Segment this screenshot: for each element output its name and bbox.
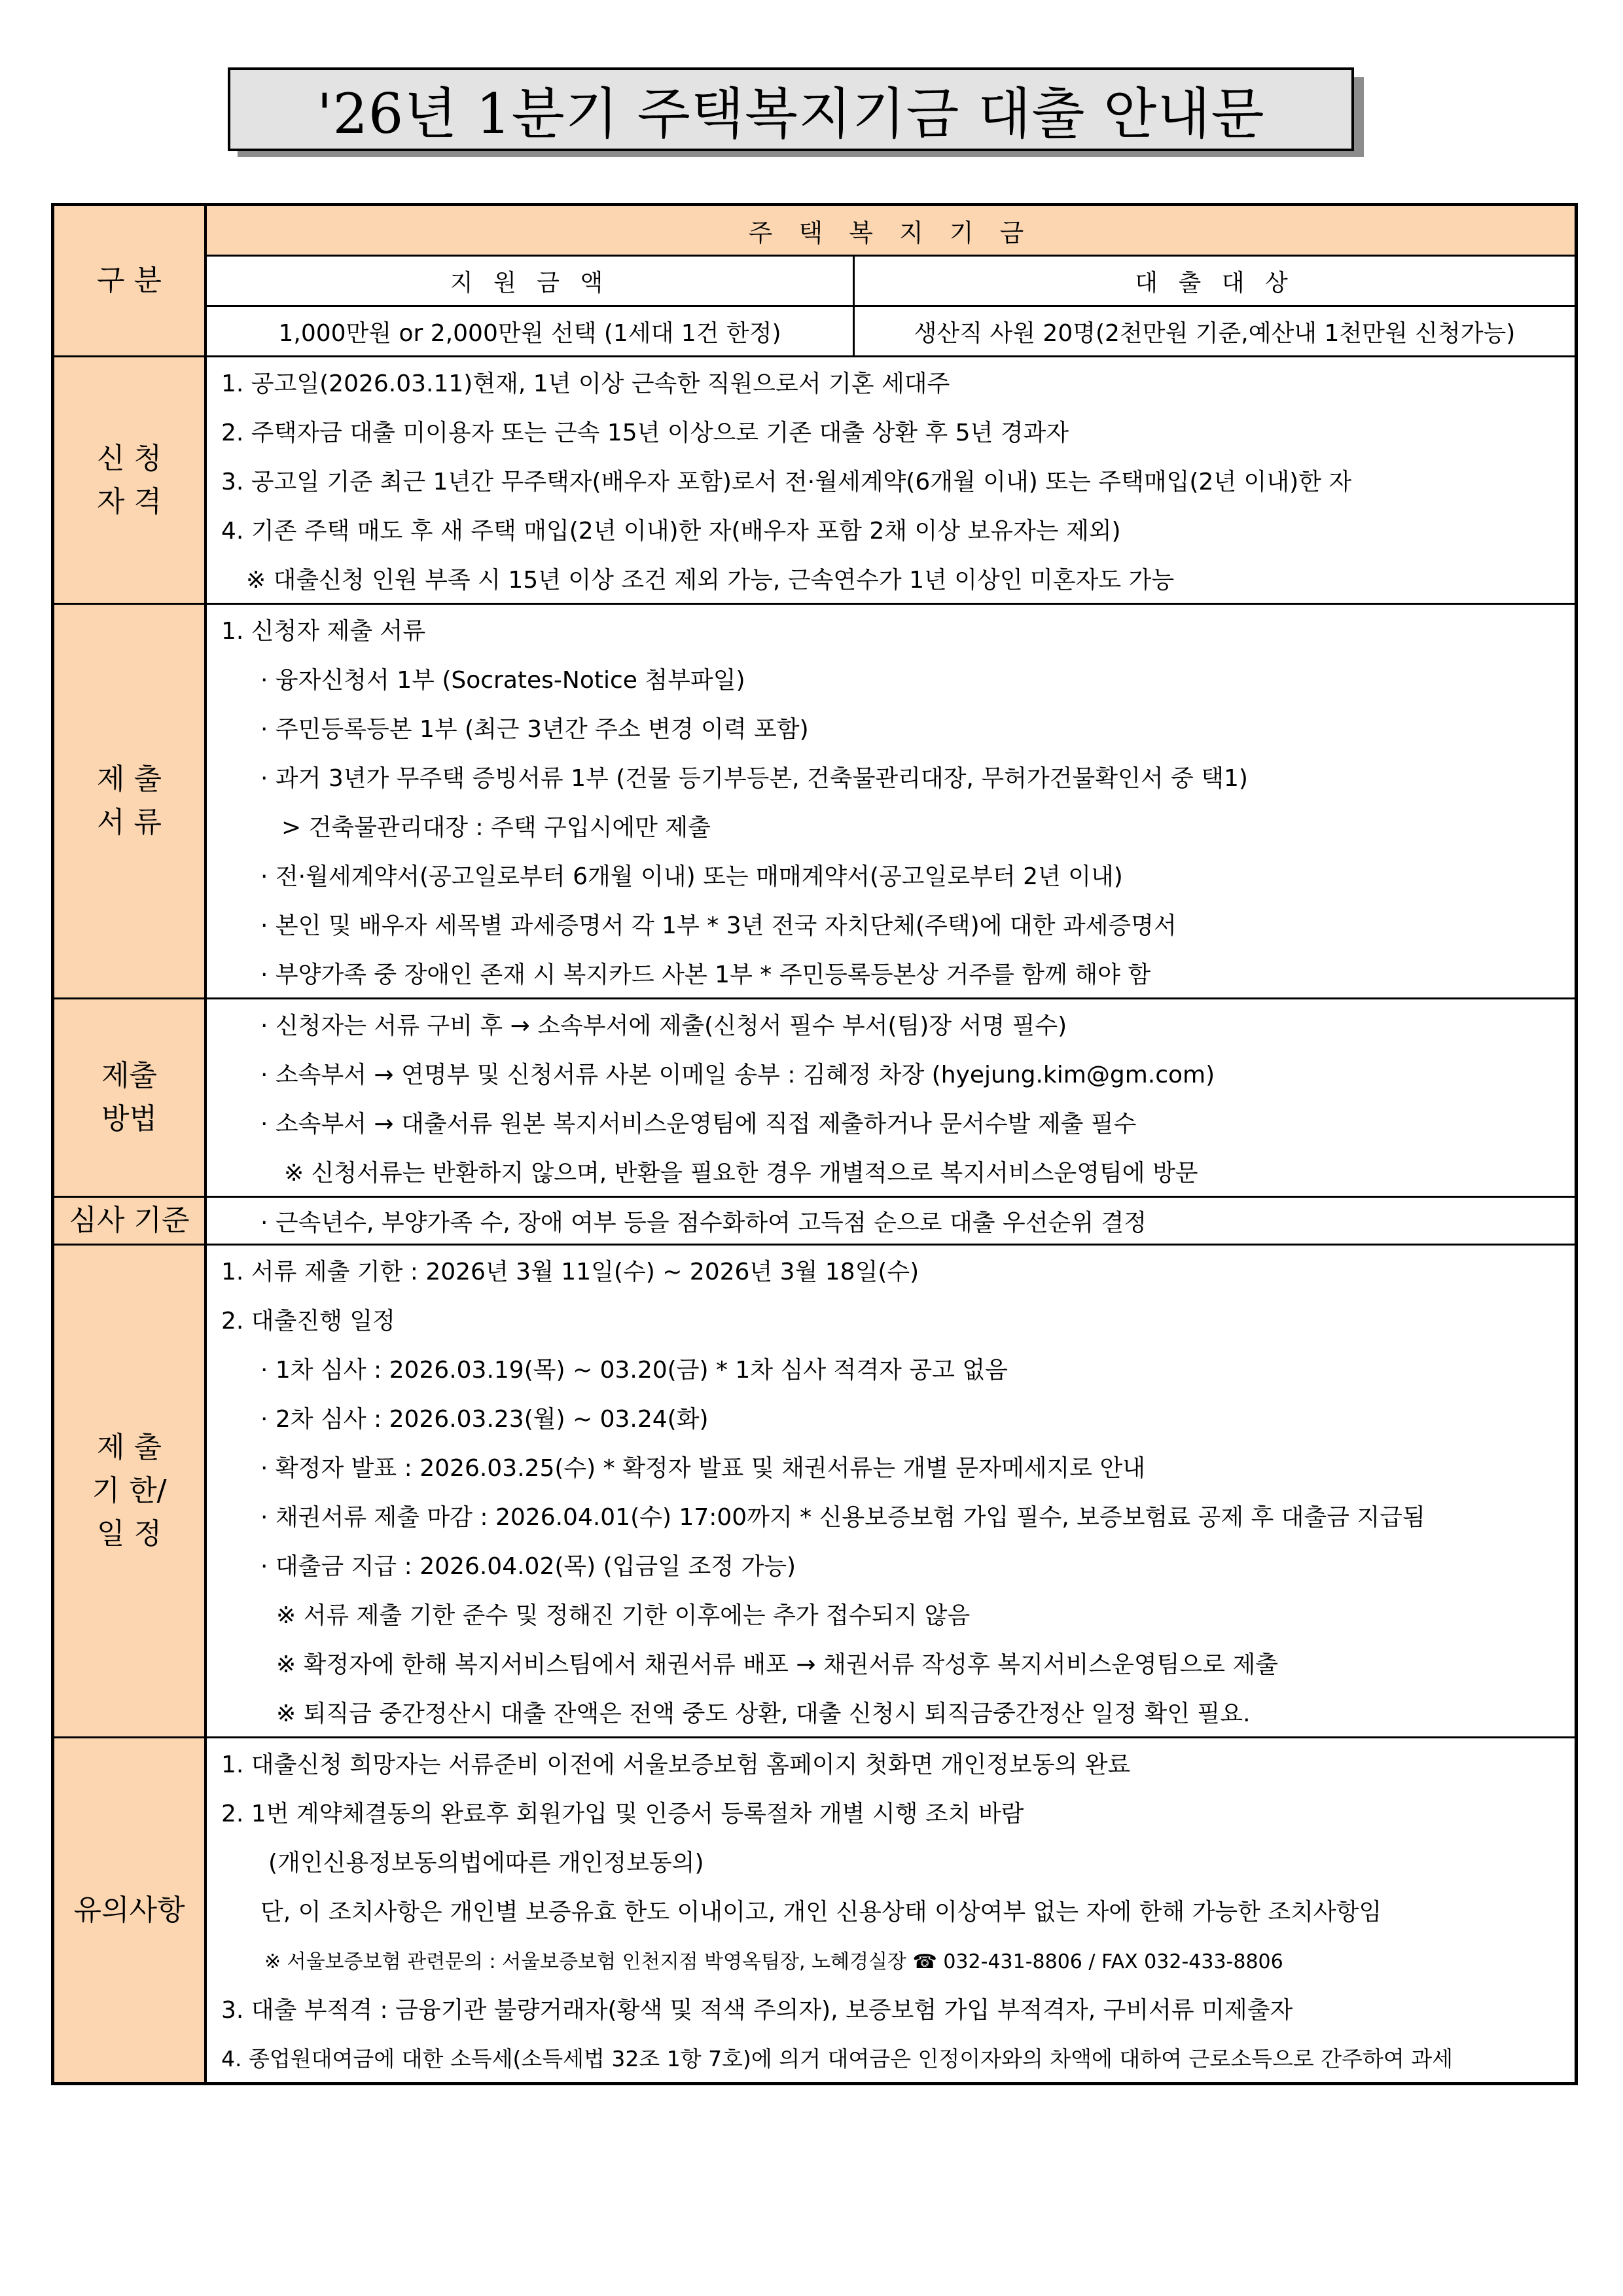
notes-line: (개인신용정보동의법에따른 개인정보동의) [268, 1850, 704, 1876]
label-method: 제출 방법 [54, 999, 207, 1198]
notes-line: 4. 종업원대여금에 대한 소득세(소득세법 32조 1항 7호)에 의거 대여금은 인정이자와의 차액에 대하여 근로소득으로 간주하여 과세 [221, 2046, 1453, 2072]
eligibility-line: 4. 기존 주택 매도 후 새 주택 매입(2년 이내)한 자(배우자 포함 2채 이상 보유자는 제외) [221, 518, 1121, 545]
method-line: · 소속부서 → 대출서류 원본 복지서비스운영팀에 직접 제출하거나 문서수발 제출 필수 [260, 1111, 1137, 1138]
schedule-content [207, 1246, 1575, 1738]
notes-line: 3. 대출 부적격 : 금융기관 불량거래자(황색 및 적색 주의자), 보증보험 가입 부적격자, 구비서류 미제출자 [221, 1997, 1293, 2024]
notes-line: 단, 이 조치사항은 개인별 보증유효 한도 이내이고, 개인 신용상태 이상여부 없는 자에 한해 가능한 조치사항임 [260, 1899, 1382, 1926]
label-documents: 제 출 서 류 [54, 605, 207, 999]
page-title: '26년 1분기 주택복지기금 대출 안내문 [317, 81, 1265, 146]
notes-contact: ※ 서울보증보험 관련문의 : 서울보증보험 인천지점 박영옥팀장, 노혜경실장 ☎ 032-431-8806 / FAX 032-433-8806 [264, 1950, 1283, 1973]
schedule-note: ※ 확정자에 한해 복지서비스팀에서 채권서류 배포 → 채권서류 작성후 복지서비스운영팀으로 제출 [276, 1651, 1279, 1678]
documents-line: · 전·월세계약서(공고일로부터 6개월 이내) 또는 매매계약서(공고일로부터 2년 이내) [260, 863, 1123, 890]
label-criteria: 심사 기준 [54, 1198, 207, 1246]
documents-line: · 융자신청서 1부 (Socrates-Notice 첨부파일) [260, 667, 745, 694]
documents-line: · 과거 3년가 무주택 증빙서류 1부 (건물 등기부등본, 건축물관리대장, 무허가건물확인서 중 택1) [260, 765, 1248, 792]
notes-content [207, 1738, 1575, 2082]
method-note: ※ 신청서류는 반환하지 않으며, 반환을 필요한 경우 개별적으로 복지서비스운영팀에 방문 [284, 1160, 1198, 1187]
loan-info-table [51, 203, 1578, 2085]
method-line: · 소속부서 → 연명부 및 신청서류 사본 이메일 송부 : 김혜정 차장 (hyejung.kim@gm.com) [260, 1062, 1215, 1088]
schedule-line: · 확정자 발표 : 2026.03.25(수) * 확정자 발표 및 채권서류는 개별 문자메세지로 안내 [260, 1455, 1146, 1482]
schedule-line: 1. 서류 제출 기한 : 2026년 3월 11일(수) ~ 2026년 3월 18일(수) [221, 1259, 919, 1285]
label-notes: 유의사항 [54, 1738, 207, 2082]
label-eligibility: 신 청 자 격 [54, 357, 207, 605]
method-content [207, 999, 1575, 1198]
schedule-note: ※ 퇴직금 중간정산시 대출 잔액은 전액 중도 상환, 대출 신청시 퇴직금중간정산 일정 확인 필요. [276, 1700, 1251, 1727]
target-value: 생산직 사원 20명(2천만원 기준,예산내 1천만원 신청가능) [914, 319, 1516, 347]
fund-header: 주 택 복 지 기 금 [207, 206, 1575, 257]
method-line: · 신청자는 서류 구비 후 → 소속부서에 제출(신청서 필수 부서(팀)장 서명 필수) [260, 1013, 1067, 1039]
documents-content [207, 605, 1575, 999]
eligibility-line: 3. 공고일 기준 최근 1년간 무주택자(배우자 포함)로서 전·월세계약(6개월 이내) 또는 주택매입(2년 이내)한 자 [221, 469, 1352, 495]
eligibility-note: ※ 대출신청 인원 부족 시 15년 이상 조건 제외 가능, 근속연수가 1년 이상인 미혼자도 가능 [246, 567, 1175, 594]
amount-value: 1,000만원 or 2,000만원 선택 (1세대 1건 한정) [207, 307, 855, 355]
documents-subnote: > 건축물관리대장 : 주택 구입시에만 제출 [281, 814, 711, 841]
col-target-header: 대 출 대 상 [1135, 269, 1294, 296]
label-schedule: 제 출 기 한/ 일 정 [54, 1246, 207, 1738]
title-box [228, 67, 1354, 151]
col-amount-header: 지 원 금 액 [207, 257, 855, 305]
eligibility-line: 1. 공고일(2026.03.11)현재, 1년 이상 근속한 직원으로서 기혼 세대주 [221, 370, 950, 397]
label-category: 구 분 [54, 206, 207, 357]
fund-subheader-row [207, 257, 1575, 307]
eligibility-content [207, 357, 1575, 605]
schedule-line: · 채권서류 제출 마감 : 2026.04.01(수) 17:00까지 * 신용보증보험 가입 필수, 보증보험료 공제 후 대출금 지급됨 [260, 1504, 1425, 1531]
schedule-line: · 1차 심사 : 2026.03.19(목) ~ 03.20(금) * 1차 심사 적격자 공고 없음 [260, 1357, 1008, 1384]
documents-line: 1. 신청자 제출 서류 [221, 618, 426, 645]
criteria-line: · 근속년수, 부양가족 수, 장애 여부 등을 점수화하여 고득점 순으로 대출 우선순위 결정 [260, 1209, 1147, 1236]
schedule-note: ※ 서류 제출 기한 준수 및 정해진 기한 이후에는 추가 접수되지 않음 [276, 1602, 971, 1629]
eligibility-line: 2. 주택자금 대출 미이용자 또는 근속 15년 이상으로 기존 대출 상환 후 5년 경과자 [221, 420, 1069, 446]
documents-line: · 부양가족 중 장애인 존재 시 복지카드 사본 1부 * 주민등록등본상 거주를 함께 해야 함 [260, 961, 1151, 988]
fund-value-row [207, 307, 1575, 357]
notes-line: 1. 대출신청 희망자는 서류준비 이전에 서울보증보험 홈페이지 첫화면 개인정보동의 완료 [221, 1751, 1131, 1778]
documents-line: · 본인 및 배우자 세목별 과세증명서 각 1부 * 3년 전국 자치단체(주택)에 대한 과세증명서 [260, 912, 1177, 939]
schedule-line: 2. 대출진행 일정 [221, 1308, 395, 1335]
criteria-content [207, 1198, 1575, 1246]
schedule-line: · 2차 심사 : 2026.03.23(월) ~ 03.24(화) [260, 1406, 709, 1433]
schedule-line: · 대출금 지급 : 2026.04.02(목) (입금일 조정 가능) [260, 1553, 796, 1580]
notes-line: 2. 1번 계약체결동의 완료후 회원가입 및 인증서 등록절차 개별 시행 조치 바람 [221, 1801, 1024, 1827]
documents-line: · 주민등록등본 1부 (최근 3년간 주소 변경 이력 포함) [260, 716, 809, 743]
